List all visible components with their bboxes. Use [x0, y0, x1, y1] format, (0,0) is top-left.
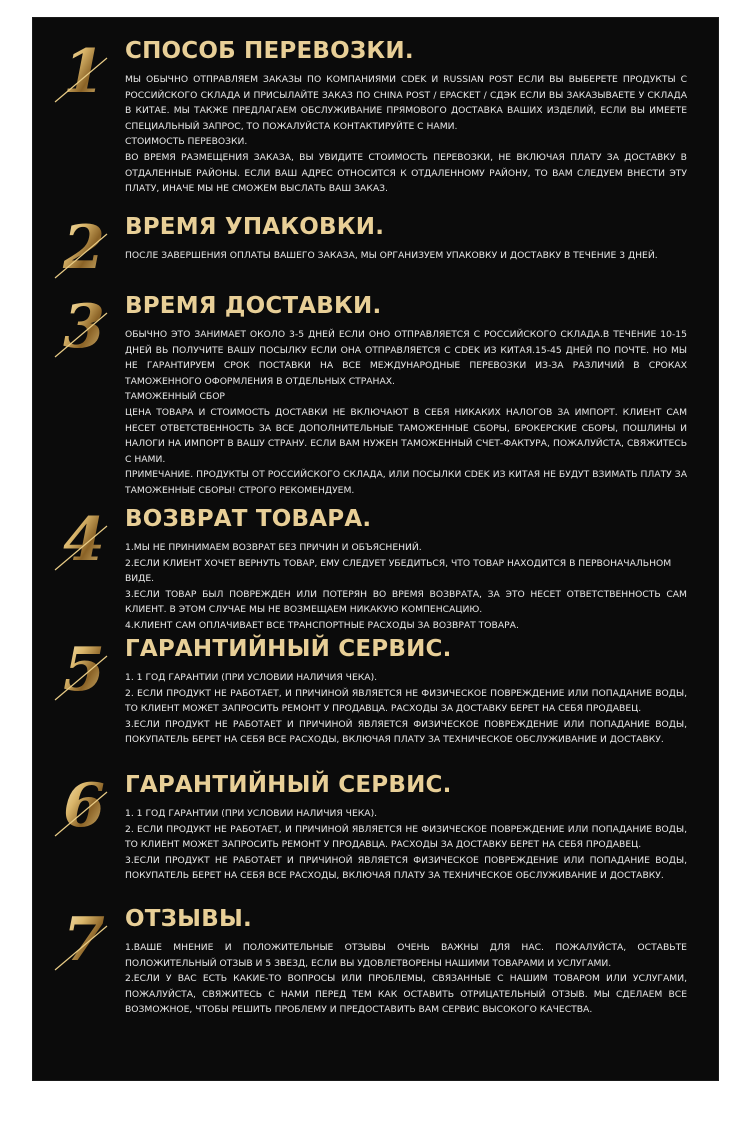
paragraph: МЫ ОБЫЧНО ОТПРАВЛЯЕМ ЗАКАЗЫ ПО КОМПАНИЯМИ CDEK И RUSSIAN POST ЕСЛИ ВЫ ВЫБЕРЕТЕ ПРОДУКТЫ С РОССИЙСКОГО СКЛАДА И ПРИСЫЛАЙТЕ ЗАКАЗ ПО CHINA POST / EPACKET / СДЭК ЕСЛИ ВЫ ЗАКАЗЫВАЕТЕ У СКЛАДА В КИТАЕ. МЫ ТАКЖЕ ПРЕДЛАГАЕМ ОБСЛУЖИВАНИЕ ПРЯМОВОГО ДОСТАВКА ВАШИХ ИЗДЕЛИЙ, ЕСЛИ ВЫ ИМЕЕТЕ СПЕЦИАЛЬНЫЙ ЗАПРОС, ТО ПОЖАЛУЙСТА КОНТАКТИРУЙТЕ С НАМИ. [125, 74, 687, 132]
paragraph: 1.МЫ НЕ ПРИНИМАЕМ ВОЗВРАТ БЕЗ ПРИЧИН И ОБЪЯСНЕНИЙ. [125, 542, 422, 553]
section-body [125, 327, 687, 499]
paragraph: 2.ЕСЛИ КЛИЕНТ ХОЧЕТ ВЕРНУТЬ ТОВАР, ЕМУ СЛЕДУЕТ УБЕДИТЬСЯ, ЧТО ТОВАР НАХОДИТСЯ В ПЕРВОНАЧАЛЬНОМ ВИДЕ. [125, 557, 672, 585]
section-number-7 [51, 904, 121, 974]
svg-text:5: 5 [63, 635, 105, 704]
paragraph: 3.ЕСЛИ ПРОДУКТ НЕ РАБОТАЕТ И ПРИЧИНОЙ ЯВЛЯЕТСЯ ФИЗИЧЕСКОЕ ПОВРЕЖДЕНИЕ ИЛИ ПОПАДАНИЕ ВОДЫ, ПОКУПАТЕЛЬ БЕРЕТ НА СЕБЯ ВСЕ РАСХОДЫ, ВКЛЮЧАЯ ПЛАТУ ЗА ТЕХНИЧЕСКОЕ ОБСЛУЖИВАНИЕ И ДОСТАВКУ. [125, 718, 687, 746]
svg-text:2: 2 [63, 213, 105, 282]
paragraph: 1. 1 ГОД ГАРАНТИИ (ПРИ УСЛОВИИ НАЛИЧИЯ ЧЕКА). [125, 808, 378, 819]
section-number-1 [51, 36, 121, 106]
paragraph: СТОИМОСТЬ ПЕРЕВОЗКИ. [125, 136, 248, 148]
paragraph: ПРИМЕЧАНИЕ. ПРОДУКТЫ ОТ РОССИЙСКОГО СКЛАДА, ИЛИ ПОСЫЛКИ CDEK ИЗ КИТАЯ НЕ БУДУТ ВЗИМАТЬ ПЛАТУ ЗА ТАМОЖЕННЫЕ СБОРЫ! СТРОГО РЕКОМЕНДУЕМ. [125, 469, 687, 496]
paragraph: ТАМОЖЕННЫЙ СБОР [125, 391, 225, 403]
paragraph: ОБЫЧНО ЭТО ЗАНИМАЕТ ОКОЛО 3-5 ДНЕЙ ЕСЛИ ОНО ОТПРАВЛЯЕТСЯ С РОССИЙСКОГО СКЛАДА.В ТЕЧЕНИЕ 10-15 ДНЕЙ ВЬ ПОЛУЧИТЕ ВАШУ ПОСЫЛКУ ЕСЛИ ОНА ОТПРАВЛЯЕТСЯ С CDEK ИЗ КИТАЯ.15-45 ДНЕЙ ПО ПОЧТЕ. НО МЫ НЕ ГАРАНТИРУЕМ СРОК ПОСТАВКИ НА ВСЕ МЕЖДУНАРОДНЫЕ ПЕРЕВОЗКИ ИЗ-ЗА РАЗЛИЧИЙ В СРОКАХ ТАМОЖЕННОГО ОФОРМЛЕНИЯ В ОТДЕЛЬНЫХ СТРАНАХ. [125, 329, 687, 387]
svg-text:7: 7 [63, 905, 105, 974]
policy-panel [33, 18, 718, 1080]
paragraph: 2.ЕСЛИ У ВАС ЕСТЬ КАКИЕ-ТО ВОПРОСЫ ИЛИ ПРОБЛЕМЫ, СВЯЗАННЫЕ С НАШИМ ТОВАРОМ ИЛИ УСЛУГАМИ, ПОЖАЛУЙСТА, СВЯЖИТЕСЬ С НАМИ ПЕРЕД ТЕМ КАК ОСТАВИТЬ ОТРИЦАТЕЛЬНЫЙ ОТЗЫВ. МЫ СДЕЛАЕМ ВСЕ ВОЗМОЖНОЕ, ЧТОБЫ РЕШИТЬ ПРОБЛЕМУ И ПРЕДОСТАВИТЬ ВАМ СЕРВИС ВЫСОКОГО КАЧЕСТВА. [125, 973, 687, 1016]
section-number-2 [51, 212, 121, 282]
paragraph: 3.ЕСЛИ ТОВАР БЫЛ ПОВРЕЖДЕН ИЛИ ПОТЕРЯН ВО ВРЕМЯ ВОЗВРАТА, ЗА ЭТО НЕСЕТ ОТВЕТСТВЕННОСТЬ САМ КЛИЕНТ. В ЭТОМ СЛУЧАЕ МЫ НЕ ВОЗМЕЩАЕМ НИКАКУЮ КОМПЕНСАЦИЮ. [125, 588, 687, 616]
section-body [125, 72, 687, 197]
section-title: ВРЕМЯ ДОСТАВКИ. [125, 293, 382, 319]
section-body [125, 248, 687, 264]
paragraph: ВО ВРЕМЯ РАЗМЕЩЕНИЯ ЗАКАЗА, ВЫ УВИДИТЕ СТОИМОСТЬ ПЕРЕВОЗКИ, НЕ ВКЛЮЧАЯ ПЛАТУ ЗА ДОСТАВКУ В ОТДАЛЕННЫЕ РАЙОНЫ. ЕСЛИ ВАШ АДРЕС ОТНОСИТСЯ К ОТДАЛЕННОМУ РАЙОНУ, ТО ВАМ СЛЕДУЕМ ВНЕСТИ ЭТУ ПЛАТУ, ИНАЧЕ МЫ НЕ СМОЖЕМ ВЫСЛАТЬ ВАШ ЗАКАЗ. [125, 151, 687, 195]
paragraph: 4.КЛИЕНТ САМ ОПЛАЧИВАЕТ ВСЕ ТРАНСПОРТНЫЕ РАСХОДЫ ЗА ВОЗВРАТ ТОВАРА. [125, 619, 519, 631]
paragraph: 2. ЕСЛИ ПРОДУКТ НЕ РАБОТАЕТ, И ПРИЧИНОЙ ЯВЛЯЕТСЯ НЕ ФИЗИЧЕСКОЕ ПОВРЕЖДЕНИЕ ИЛИ ПОПАДАНИЕ ВОДЫ, ТО КЛИЕНТ МОЖЕТ ЗАПРОСИТЬ РЕМОНТ У ПРОДАВЦА. РАСХОДЫ ЗА ДОСТАВКУ БЕРЕТ НА СЕБЯ ПРОДАВЕЦ. [125, 687, 687, 715]
svg-text:4: 4 [63, 505, 105, 574]
svg-text:6: 6 [63, 771, 105, 840]
paragraph: 3.ЕСЛИ ПРОДУКТ НЕ РАБОТАЕТ И ПРИЧИНОЙ ЯВЛЯЕТСЯ ФИЗИЧЕСКОЕ ПОВРЕЖДЕНИЕ ИЛИ ПОПАДАНИЕ ВОДЫ, ПОКУПАТЕЛЬ БЕРЕТ НА СЕБЯ ВСЕ РАСХОДЫ, ВКЛЮЧАЯ ПЛАТУ ЗА ТЕХНИЧЕСКОЕ ОБСЛУЖИВАНИЕ И ДОСТАВКУ. [125, 854, 687, 882]
section-body [125, 940, 687, 1018]
section-title: ОТЗЫВЫ. [125, 906, 252, 932]
section-number-5 [51, 634, 121, 704]
section-title: ГАРАНТИЙНЫЙ СЕРВИС. [125, 772, 452, 798]
section-number-4 [51, 504, 121, 574]
svg-text:1: 1 [63, 37, 105, 106]
paragraph: 1.ВАШЕ МНЕНИЕ И ПОЛОЖИТЕЛЬНЫЕ ОТЗЫВЫ ОЧЕНЬ ВАЖНЫ ДЛЯ НАС. ПОЖАЛУЙСТА, ОСТАВЬТЕ ПОЛОЖИТЕЛЬНЫЙ ОТЗЫВ И 5 ЗВЕЗД, ЕСЛИ ВЫ УДОВЛЕТВОРЕНЫ НАШИМИ ТОВАРАМИ И УСЛУГАМИ. [125, 942, 687, 969]
paragraph: ПОСЛЕ ЗАВЕРШЕНИЯ ОПЛАТЫ ВАШЕГО ЗАКАЗА, МЫ ОРГАНИЗУЕМ УПАКОВКУ И ДОСТАВКУ В ТЕЧЕНИЕ 3 ДНЕЙ. [125, 250, 658, 261]
svg-text:3: 3 [63, 292, 105, 361]
section-title: СПОСОБ ПЕРЕВОЗКИ. [125, 38, 414, 64]
section-number-6 [51, 770, 121, 840]
section-title: ВОЗВРАТ ТОВАРА. [125, 506, 372, 532]
paragraph: 2. ЕСЛИ ПРОДУКТ НЕ РАБОТАЕТ, И ПРИЧИНОЙ ЯВЛЯЕТСЯ НЕ ФИЗИЧЕСКОЕ ПОВРЕЖДЕНИЕ ИЛИ ПОПАДАНИЕ ВОДЫ, ТО КЛИЕНТ МОЖЕТ ЗАПРОСИТЬ РЕМОНТ У ПРОДАВЦА. РАСХОДЫ ЗА ДОСТАВКУ БЕРЕТ НА СЕБЯ ПРОДАВЕЦ. [125, 823, 687, 851]
section-title: ВРЕМЯ УПАКОВКИ. [125, 214, 385, 240]
section-title: ГАРАНТИЙНЫЙ СЕРВИС. [125, 636, 452, 662]
section-number-3 [51, 291, 121, 361]
paragraph: 1. 1 ГОД ГАРАНТИИ (ПРИ УСЛОВИИ НАЛИЧИЯ ЧЕКА). [125, 672, 378, 683]
paragraph: ЦЕНА ТОВАРА И СТОИМОСТЬ ДОСТАВКИ НЕ ВКЛЮЧАЮТ В СЕБЯ НИКАКИХ НАЛОГОВ ЗА ИМПОРТ. КЛИЕНТ САМ НЕСЕТ ОТВЕТСТВЕННОСТЬ ЗА ВСЕ ДОПОЛНИТЕЛЬНЫЕ ТАМОЖЕННЫЕ СБОРЫ, БРОКЕРСКИЕ СБОРЫ, ПОШЛИНЫ И НАЛОГИ НА ИМПОРТ В ВАШУ СТРАНУ. ЕСЛИ ВАМ НУЖЕН ТАМОЖЕННЫЙ СЧЕТ-ФАКТУРА, ПОЖАЛУЙСТА, СВЯЖИТЕСЬ С НАМИ. [125, 406, 687, 465]
section-body [125, 540, 687, 634]
section-body [125, 670, 687, 748]
section-body [125, 806, 687, 884]
